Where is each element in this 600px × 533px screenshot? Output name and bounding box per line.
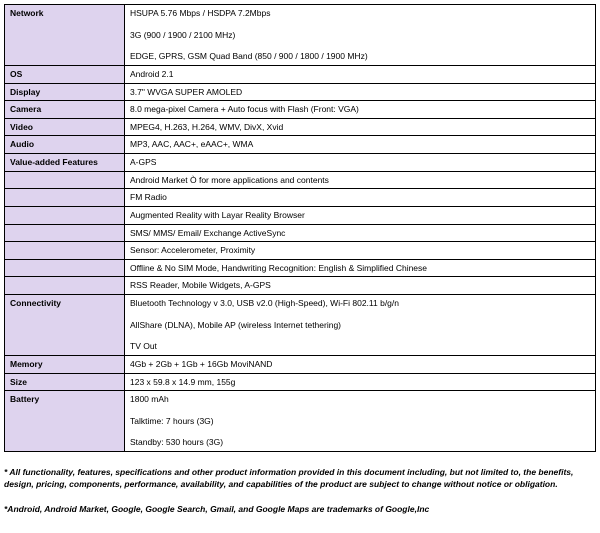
table-row bbox=[5, 391, 596, 452]
table-row bbox=[5, 5, 596, 66]
row-value-battery bbox=[125, 391, 596, 452]
battery-line-2: Talktime: 7 hours (3G) bbox=[130, 415, 214, 426]
row-label-empty-4 bbox=[5, 224, 125, 242]
table-row bbox=[5, 277, 596, 295]
row-value-rss-reader: RSS Reader, Mobile Widgets, A-GPS bbox=[125, 277, 596, 295]
row-value-value-added-features: A-GPS bbox=[125, 154, 596, 172]
table-row bbox=[5, 118, 596, 136]
row-label-audio: Audio bbox=[5, 136, 125, 154]
battery-line-1: 1800 mAh bbox=[130, 394, 169, 405]
row-label-memory: Memory bbox=[5, 355, 125, 373]
table-row bbox=[5, 242, 596, 260]
row-label-size: Size bbox=[5, 373, 125, 391]
row-value-android-market: Android Market Ò for more applications and contents bbox=[125, 171, 596, 189]
row-value-os: Android 2.1 bbox=[125, 65, 596, 83]
row-label-value-added-features: Value-added Features bbox=[5, 154, 125, 172]
table-row bbox=[5, 373, 596, 391]
row-label-battery: Battery bbox=[5, 391, 125, 452]
specifications-table-body bbox=[5, 5, 596, 452]
table-row bbox=[5, 206, 596, 224]
row-label-video: Video bbox=[5, 118, 125, 136]
row-label-empty-5 bbox=[5, 242, 125, 260]
row-label-network: Network bbox=[5, 5, 125, 66]
network-line-3: EDGE, GPRS, GSM Quad Band (850 / 900 / 1800 / 1900 MHz) bbox=[130, 51, 368, 62]
row-label-empty-1 bbox=[5, 171, 125, 189]
row-value-network bbox=[125, 5, 596, 66]
row-value-audio: MP3, AAC, AAC+, eAAC+, WMA bbox=[125, 136, 596, 154]
row-value-memory: 4Gb + 2Gb + 1Gb + 16Gb MoviNAND bbox=[125, 355, 596, 373]
connectivity-line-2: AllShare (DLNA), Mobile AP (wireless Internet tethering) bbox=[130, 319, 342, 330]
row-value-size: 123 x 59.8 x 14.9 mm, 155g bbox=[125, 373, 596, 391]
row-value-augmented-reality: Augmented Reality with Layar Reality Browser bbox=[125, 206, 596, 224]
table-row bbox=[5, 171, 596, 189]
row-label-empty-2 bbox=[5, 189, 125, 207]
row-value-video: MPEG4, H.263, H.264, WMV, DivX, Xvid bbox=[125, 118, 596, 136]
table-row bbox=[5, 65, 596, 83]
row-value-connectivity bbox=[125, 295, 596, 356]
connectivity-line-1: Bluetooth Technology v 3.0, USB v2.0 (High-Speed), Wi-Fi 802.11 b/g/n bbox=[130, 298, 399, 308]
table-row bbox=[5, 295, 596, 356]
row-value-offline-mode: Offline & No SIM Mode, Handwriting Recognition: English & Simplified Chinese bbox=[125, 259, 596, 277]
specifications-table bbox=[4, 4, 596, 452]
network-line-2: 3G (900 / 1900 / 2100 MHz) bbox=[130, 29, 236, 40]
table-row bbox=[5, 355, 596, 373]
row-value-messaging: SMS/ MMS/ Email/ Exchange ActiveSync bbox=[125, 224, 596, 242]
row-value-sensor: Sensor: Accelerometer, Proximity bbox=[125, 242, 596, 260]
table-row bbox=[5, 259, 596, 277]
footnote-trademarks: *Android, Android Market, Google, Google Search, Gmail, and Google Maps are trademarks of Google,Inc bbox=[4, 503, 430, 514]
table-row bbox=[5, 83, 596, 101]
table-row bbox=[5, 136, 596, 154]
footnotes bbox=[4, 466, 596, 515]
table-row bbox=[5, 224, 596, 242]
network-line-1: HSUPA 5.76 Mbps / HSDPA 7.2Mbps bbox=[130, 8, 271, 18]
table-row bbox=[5, 189, 596, 207]
row-value-display: 3.7" WVGA SUPER AMOLED bbox=[125, 83, 596, 101]
footnote-disclaimer: * All functionality, features, specifications and other product information provided in this document including, but not limited to, the benefits, design, pricing, components, performance, availability, and capabilities of the product are subject to change without notice or obligation. bbox=[4, 467, 574, 490]
battery-line-3: Standby: 530 hours (3G) bbox=[130, 437, 224, 448]
row-label-display: Display bbox=[5, 83, 125, 101]
row-label-os: OS bbox=[5, 65, 125, 83]
row-label-empty-3 bbox=[5, 206, 125, 224]
spec-sheet bbox=[4, 4, 596, 527]
row-label-empty-6 bbox=[5, 259, 125, 277]
row-value-camera: 8.0 mega-pixel Camera + Auto focus with Flash (Front: VGA) bbox=[125, 101, 596, 119]
row-label-camera: Camera bbox=[5, 101, 125, 119]
row-value-fm-radio: FM Radio bbox=[125, 189, 596, 207]
table-row bbox=[5, 101, 596, 119]
connectivity-line-3: TV Out bbox=[130, 341, 157, 352]
row-label-connectivity: Connectivity bbox=[5, 295, 125, 356]
row-label-empty-7 bbox=[5, 277, 125, 295]
table-row bbox=[5, 154, 596, 172]
